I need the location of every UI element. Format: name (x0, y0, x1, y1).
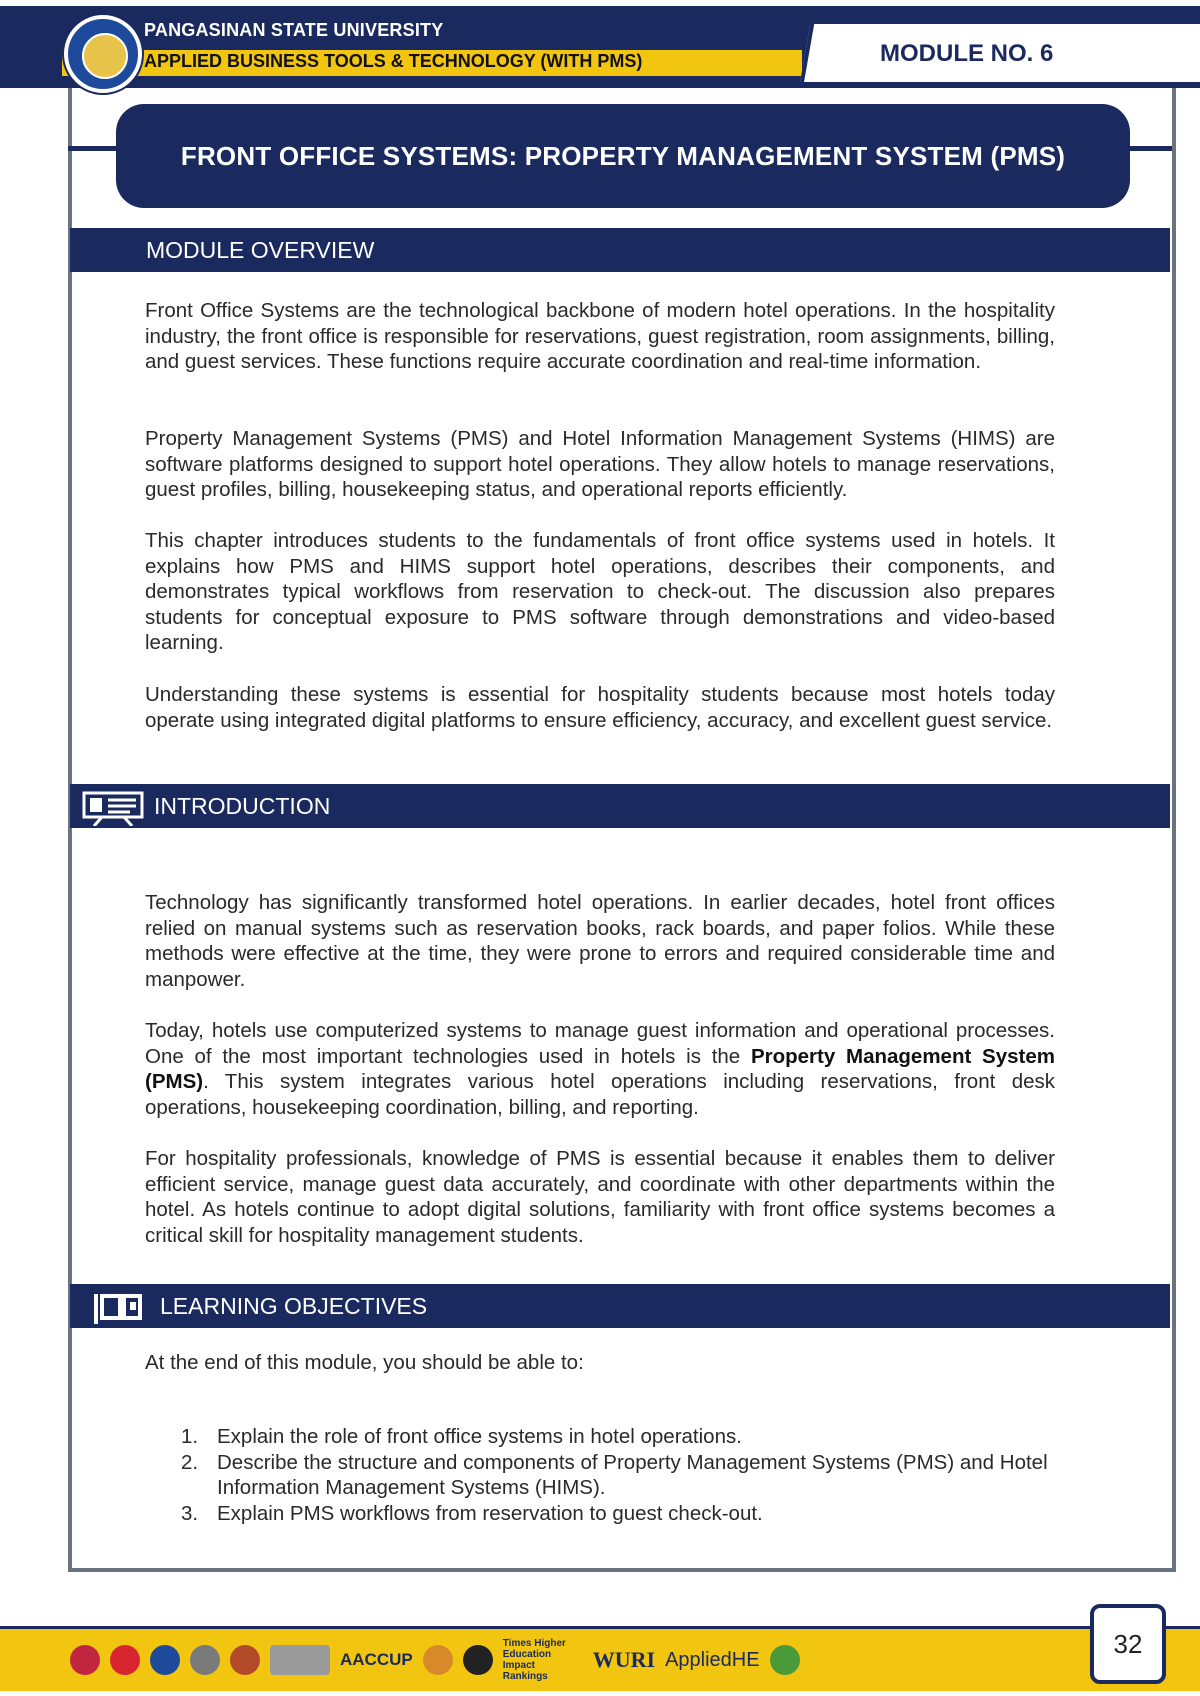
impact-rankings-logo: Times Higher Education Impact Rankings (502, 1638, 566, 1682)
seal-logo-icon (190, 1645, 220, 1675)
section-heading-introduction: INTRODUCTION (154, 792, 331, 819)
objective-text: Describe the structure and components of Property Management Systems (PMS) and Hotel Information Management Systems (HIMS). (217, 1450, 1048, 1499)
accreditation-logos (70, 1640, 920, 1680)
intro-paragraph-2 (145, 1018, 1055, 1120)
overview-paragraph-4: Understanding these systems is essential for hospitality students because most hotels today operate using integrated digital platforms to ensure efficiency, accuracy, and excellent guest service. (145, 683, 1055, 732)
intro-paragraph-3: For hospitality professionals, knowledge of PMS is essential because it enables them to deliver efficient service, manage guest data accurately, and coordinate with other departments within the hotel. As hotels continue to adopt digital solutions, familiarity with front office systems becomes a critical skill for hospitality management students. (145, 1147, 1055, 1247)
the-logo-icon (463, 1645, 493, 1675)
objective-item (145, 1501, 1055, 1527)
overview-paragraph-3: This chapter introduces students to the fundamentals of front office systems used in hotels. It explains how PMS and HIMS support hotel operations, describes their components, and demonstrates typical workflows from reservation to check-out. The discussion also prepares students for conceptual exposure to PMS software through demonstrations and video-based learning. (145, 529, 1055, 654)
objective-text: Explain PMS workflows from reservation to guest check-out. (217, 1501, 763, 1525)
section-heading-overview: MODULE OVERVIEW (146, 236, 375, 263)
overview-paragraph-2: Property Management Systems (PMS) and Hotel Information Management Systems (HIMS) are software platforms designed to support hotel operations. They allow hotels to manage reservations, guest profiles, billing, housekeeping status, and operational reports efficiently. (145, 427, 1055, 501)
university-seal-icon (64, 15, 142, 93)
seal-logo-icon (150, 1645, 180, 1675)
module-number: MODULE NO. 6 (880, 40, 1054, 67)
intro-p2-text-b: . This system integrates various hotel operations including reservations, front desk operations, housekeeping coordination, billing, and reporting. (145, 1070, 1055, 1119)
appliedhe-logo: AppliedHE (665, 1648, 760, 1671)
objective-text: Explain the role of front office systems in hotel operations. (217, 1425, 742, 1448)
qs-logo-icon (423, 1645, 453, 1675)
asean-logo-icon (110, 1645, 140, 1675)
page-title-banner (116, 104, 1130, 208)
objective-number: 2. (181, 1450, 199, 1474)
section-bar-objectives (70, 1284, 1170, 1328)
university-name: PANGASINAN STATE UNIVERSITY (144, 20, 444, 40)
frame-stub-right (1124, 146, 1172, 151)
section-bar-introduction (70, 784, 1170, 828)
seal-logo-icon (230, 1645, 260, 1675)
certification-logo-icon (270, 1645, 330, 1675)
intro-paragraph-1: Technology has significantly transformed hotel operations. In earlier decades, hotel front offices relied on manual systems such as reservation books, rack boards, and paper folios. While these methods were effective at the time, they were prone to errors and required considerable time and manpower. (145, 891, 1055, 991)
course-title: APPLIED BUSINESS TOOLS & TECHNOLOGY (WITH PMS) (144, 51, 643, 71)
wuri-logo: WURI (592, 1647, 656, 1672)
objective-number: 3. (181, 1501, 199, 1525)
page-number: 32 (1090, 1604, 1166, 1684)
aaccup-logo: AACCUP (340, 1650, 413, 1669)
objectives-list (145, 1424, 1055, 1526)
intro-p2-text-a: Today, hotels use computerized systems to manage guest information and operational processes. One of the most important technologies used in hotels is the (145, 1019, 1055, 1068)
page-title: FRONT OFFICE SYSTEMS: PROPERTY MANAGEMENT SYSTEM (PMS) (180, 140, 1066, 171)
intro-p2-bold-term: Property Management System (PMS) (145, 1044, 1055, 1093)
objectives-lead: At the end of this module, you should be able to: (145, 1351, 584, 1374)
objective-item (145, 1450, 1055, 1501)
objective-number: 1. (181, 1425, 199, 1448)
objective-item (145, 1424, 1055, 1450)
section-bar-overview (70, 228, 1170, 272)
section-heading-objectives: LEARNING OBJECTIVES (160, 1292, 428, 1319)
presentation-board-icon (82, 790, 138, 820)
overview-paragraph-1: Front Office Systems are the technological backbone of modern hotel operations. In the hospitality industry, the front office is responsible for reservations, guest registration, room assignments, billing, and guest services. These functions require accurate coordination and real-time information. (145, 299, 1055, 373)
open-book-icon (82, 1290, 138, 1320)
frame-stub-left (68, 146, 120, 151)
partner-logo-icon (70, 1645, 100, 1675)
green-logo-icon (770, 1645, 800, 1675)
